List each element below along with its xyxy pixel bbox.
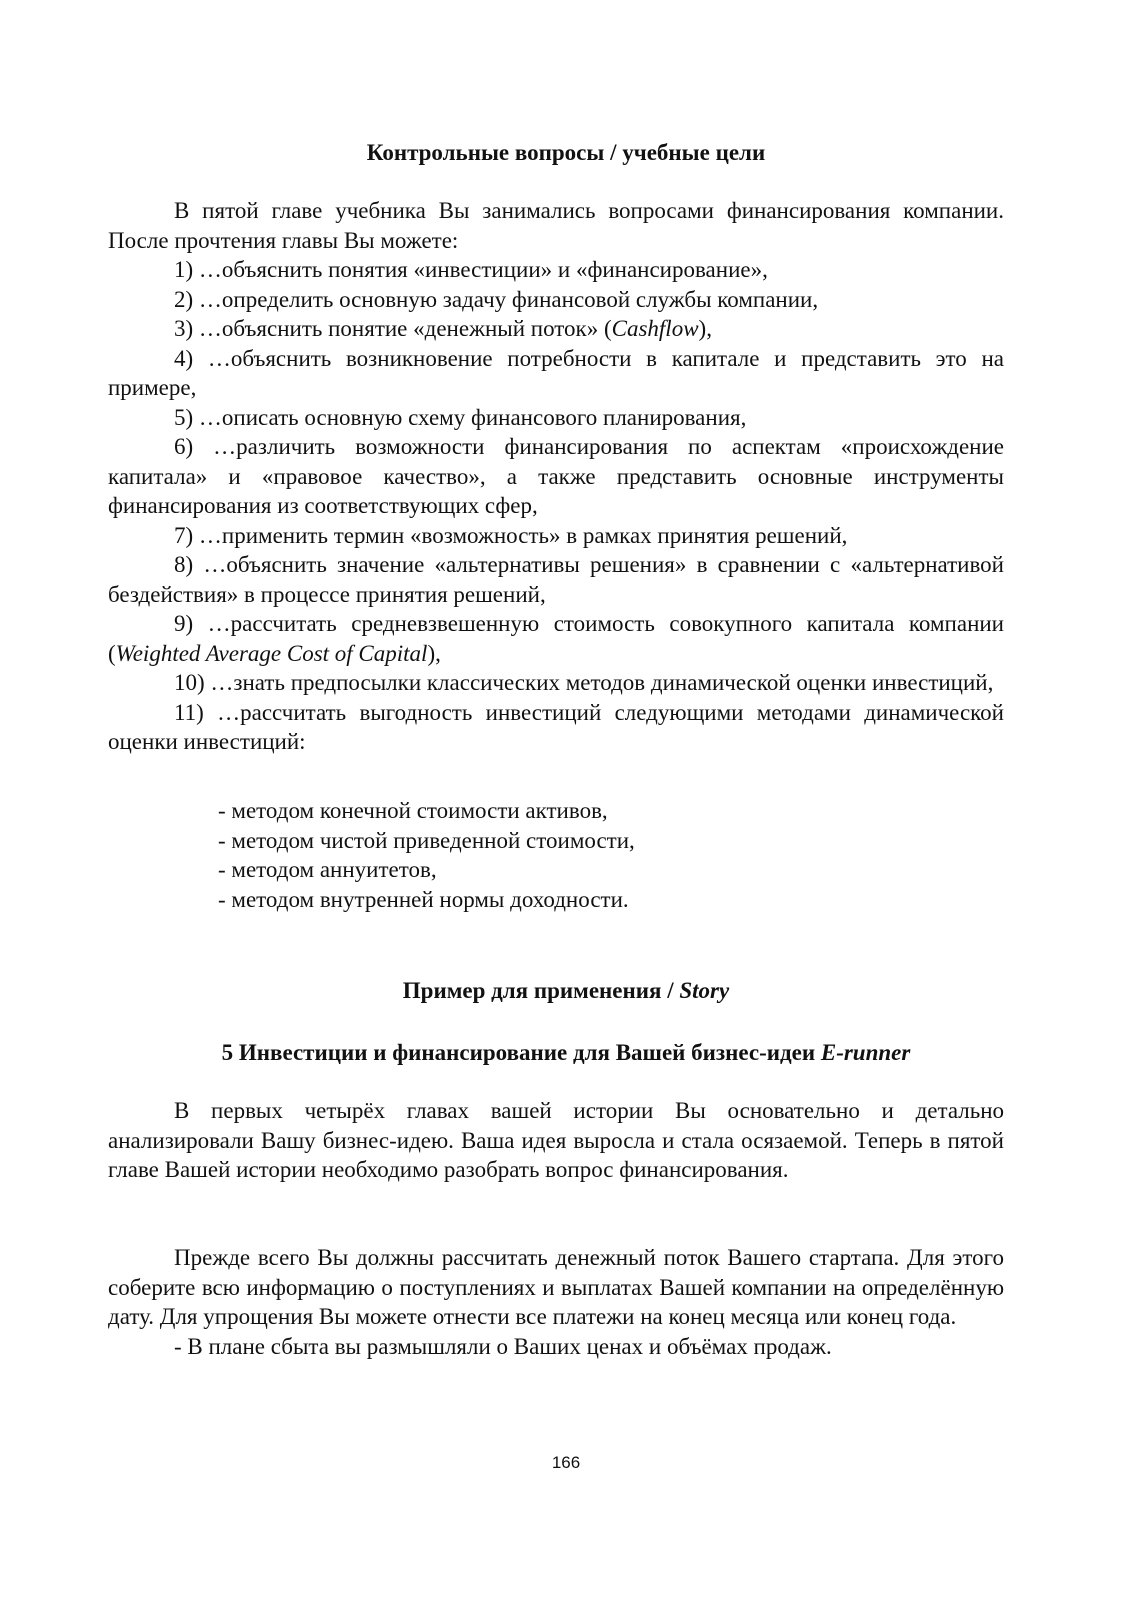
chapter-title-italic: E-runner: [820, 1040, 911, 1065]
page-number: 166: [551, 1453, 581, 1472]
story-paragraph-2-block: [108, 1243, 1004, 1361]
goal-item-3-text: 3) …объяснить понятие «денежный поток» (: [174, 316, 612, 341]
chapter-title-text: 5 Инвестиции и финансирование для Вашей бизнес-идеи: [221, 1040, 821, 1065]
story-paragraph-2: Прежде всего Вы должны рассчитать денежный поток Вашего стартапа. Для этого соберите всю информацию о поступлениях и выплатах Вашей компании на определённую дату. Для упрощения Вы можете отнести все платежи на конец месяца или конец года.: [108, 1245, 1004, 1329]
story-paragraph-1-block: [108, 1096, 1004, 1185]
goal-item-9-term: Weighted Average Cost of Capital: [115, 640, 428, 666]
goal-item-3: [108, 314, 1004, 344]
goal-item-6: 6) …различить возможности финансирования по аспектам «происхождение капитала» и «правовое качество», а также представить основные инструменты финансирования из соответствующих сфер,: [108, 434, 1004, 518]
goal-item-11: 11) …рассчитать выгодность инвестиций следующими методами динамической оценки инвестиций:: [108, 699, 1004, 754]
story-title-italic: Story: [679, 978, 730, 1003]
intro-paragraph: В пятой главе учебника Вы занимались вопросами финансирования компании. После прочтения главы Вы можете:: [108, 198, 1004, 253]
story-paragraph-3: - В плане сбыта вы размышляли о Ваших ценах и объёмах продаж.: [174, 1333, 832, 1359]
learning-goals-block: [108, 196, 1004, 757]
goal-item-1: 1) …объяснить понятия «инвестиции» и «финансирование»,: [174, 257, 768, 282]
goal-item-4: 4) …объяснить возникновение потребности в капитале и представить это на примере,: [108, 345, 1004, 400]
goal-item-7: 7) …применить термин «возможность» в рамках принятия решений,: [174, 522, 848, 548]
goal-item-9-end: ),: [427, 640, 441, 666]
chapter-title: [0, 1038, 1132, 1068]
story-paragraph-1: В первых четырёх главах вашей истории Вы основательно и детально анализировали Вашу бизнес-идею. Ваша идея выросла и стала осязаемой. Теперь в пятой главе Вашей истории необходимо разобрать вопрос финансирования.: [108, 1098, 1004, 1182]
goal-item-2: 2) …определить основную задачу финансовой службы компании,: [174, 286, 819, 312]
section-title-story: [0, 976, 1132, 1006]
goal-item-5: 5) …описать основную схему финансового планирования,: [174, 404, 747, 430]
goal-item-9: [108, 609, 1004, 668]
goal-item-9-text: 9) …рассчитать средневзвешенную стоимость совокупного капитала компании (: [108, 611, 1004, 666]
method-item: - методом конечной стоимости активов,: [218, 798, 608, 823]
method-item: - методом чистой приведенной стоимости,: [218, 827, 635, 853]
goal-item-10: 10) …знать предпосылки классических методов динамической оценки инвестиций,: [174, 670, 994, 695]
goal-item-3-term: Cashflow: [611, 316, 699, 341]
method-item: - методом аннуитетов,: [218, 857, 437, 882]
method-item: - методом внутренней нормы доходности.: [218, 886, 629, 912]
story-title-text: Пример для применения /: [402, 978, 680, 1003]
goal-item-3-end: ),: [698, 316, 712, 341]
goal-item-8: 8) …объяснить значение «альтернативы решения» в сравнении с «альтернативой бездействия» в процессе принятия решений,: [108, 552, 1004, 607]
methods-list: [218, 796, 978, 914]
section-title-control-questions: Контрольные вопросы / учебные цели: [366, 140, 766, 165]
